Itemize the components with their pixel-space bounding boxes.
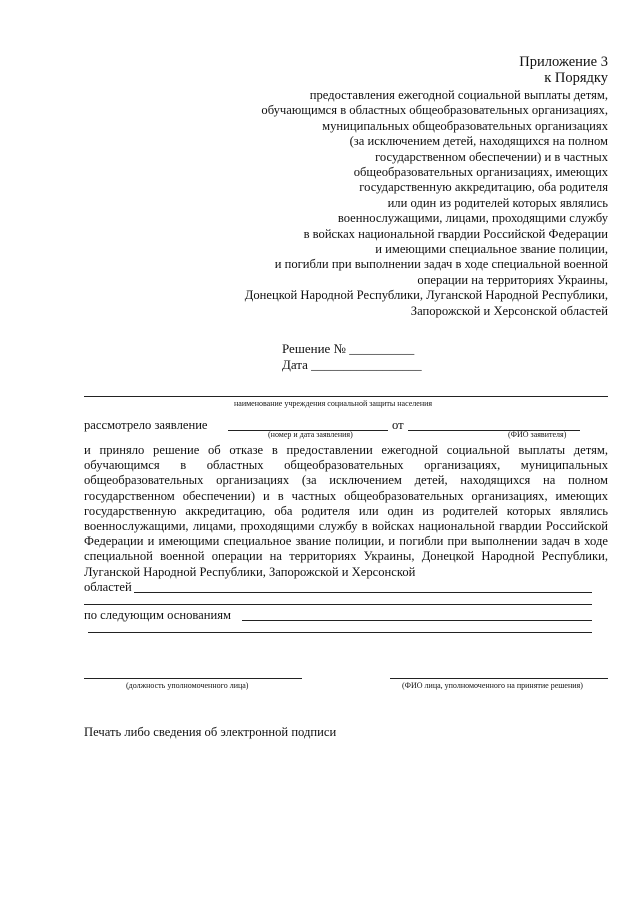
application-number-caption: (номер и дата заявления) — [268, 430, 353, 439]
decision-body — [84, 443, 608, 580]
institution-name-line[interactable] — [84, 396, 608, 397]
procedure-title — [188, 88, 608, 319]
official-name-line[interactable] — [390, 678, 608, 679]
considered-label: рассмотрело заявление — [84, 418, 208, 432]
header-line: государственном обеспечении) и в частных — [375, 149, 608, 164]
stamp-note: Печать либо сведения об электронной подписи — [84, 725, 337, 739]
decision-number: Решение № __________ — [282, 341, 415, 356]
blank-line-2[interactable] — [88, 632, 592, 633]
official-position-caption: (должность уполномоченного лица) — [126, 681, 249, 690]
decision-body-text: и приняло решение об отказе в предоставлении ежегодной социальной выплаты детям, обучающимся в областных общеобразовательных организациях, муниципальных общеобразовательных организациях (за исключением детей, находящихся на полном государственном обеспечении) и в частных общеобразовательных организациях, имеющих государственную аккредитацию, оба родителя или один из родителей которых являлись военнослужащими, лицами, проходящими службу в войсках национальной гвардии Российской Федерации и имеющими специальное звание полиции, и погибли при выполнении задач в ходе специальной военной операции на территориях Украины, Донецкой Народной Республики, Луганской Народной Республики, Запорожской и Херсонской — [84, 443, 608, 579]
appendix-reference: к Порядку — [544, 70, 608, 86]
official-name-caption: (ФИО лица, уполномоченного на принятие решения) — [402, 681, 583, 690]
header-line: Запорожской и Херсонской областей — [410, 303, 608, 318]
institution-caption: наименование учреждения социальной защиты населения — [234, 399, 433, 408]
header-line: Донецкой Народной Республики, Луганской Народной Республики, — [244, 288, 608, 303]
header-line: муниципальных общеобразовательных организациях — [322, 118, 608, 133]
header-line: общеобразовательных организациях, имеющих — [353, 165, 608, 180]
regions-continuation-line[interactable] — [134, 592, 592, 593]
appendix-heading — [519, 54, 608, 86]
header-line: предоставления ежегодной социальной выплаты детям, — [309, 88, 608, 102]
header-line: обучающимся в областных общеобразовательных организациях, — [261, 103, 608, 118]
header-line: и имеющими специальное звание полиции, — [375, 242, 608, 257]
from-label: от — [392, 418, 404, 432]
header-line: государственную аккредитацию, оба родителя — [359, 180, 608, 195]
decision-date: Дата _________________ — [282, 357, 422, 372]
header-line: (за исключением детей, находящихся на полном — [349, 134, 608, 149]
grounds-label: по следующим основаниям — [84, 608, 231, 622]
header-line: в войсках национальной гвардии Российской Федерации — [303, 226, 608, 241]
grounds-line[interactable] — [242, 620, 592, 621]
official-position-line[interactable] — [84, 678, 302, 679]
header-line: или один из родителей которых являлись — [387, 195, 608, 210]
blank-line-1[interactable] — [84, 604, 592, 605]
appendix-number: Приложение 3 — [519, 54, 608, 70]
applicant-name-caption: (ФИО заявителя) — [508, 430, 567, 439]
header-line: военнослужащими, лицами, проходящими службу — [337, 211, 608, 226]
decision-block — [282, 341, 422, 373]
header-line: операции на территориях Украины, — [417, 272, 608, 287]
body-last-word: областей — [84, 580, 132, 594]
header-line: и погибли при выполнении задач в ходе специальной военной — [274, 257, 608, 272]
